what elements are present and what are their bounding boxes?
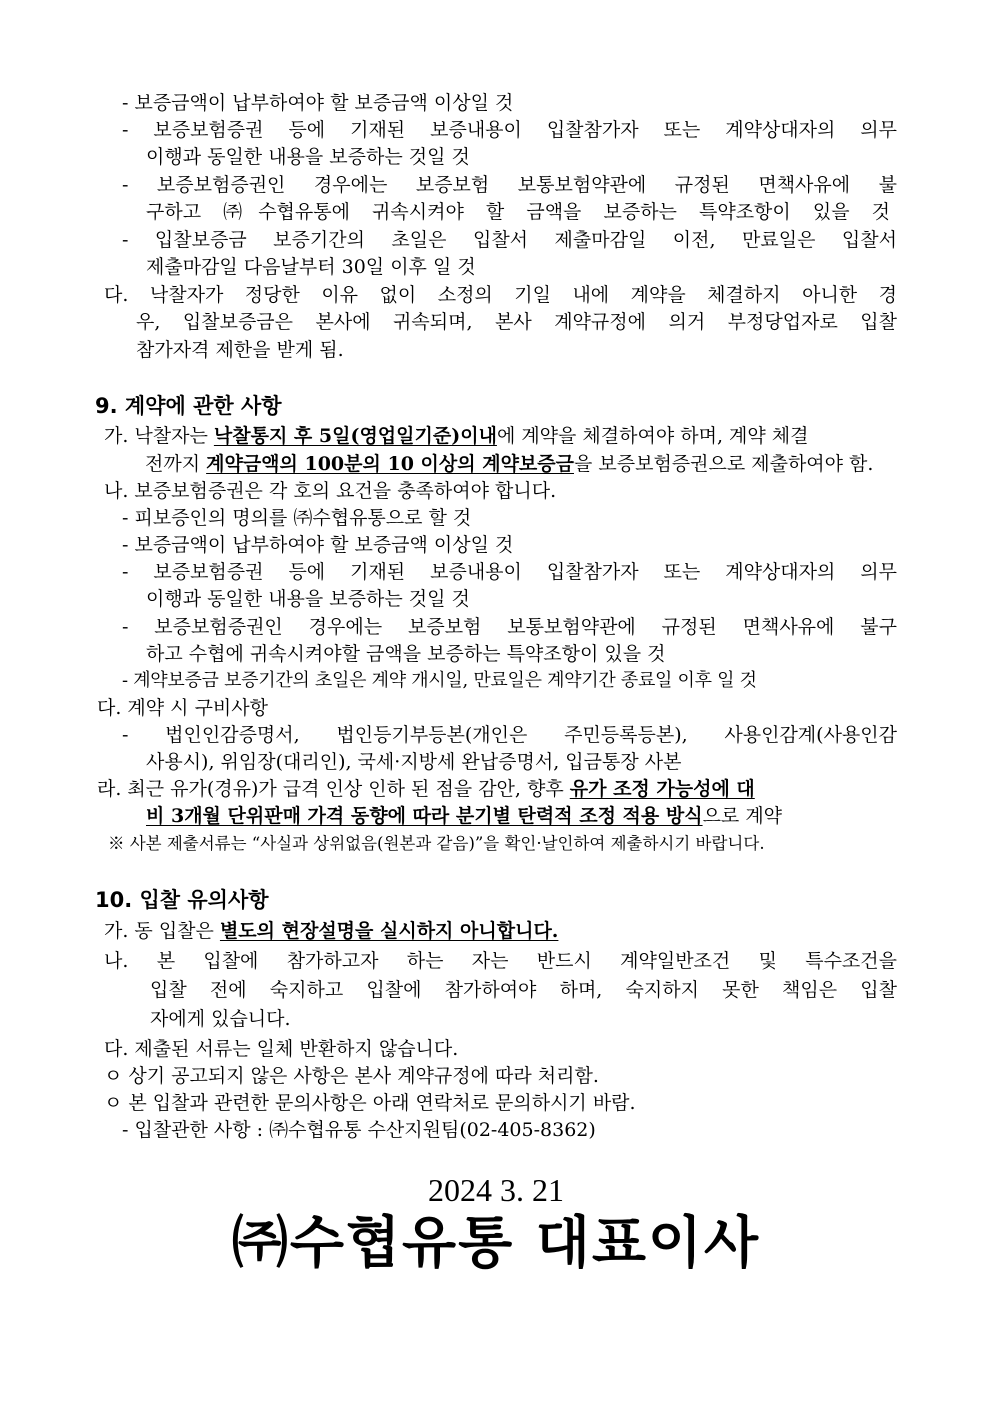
top-line-2: - 보증보험증권 등에 기재된 보증내용이 입찰참가자 또는 계약상대자의 의무 xyxy=(122,119,897,141)
document-date: 2024 3. 21 xyxy=(428,1172,564,1208)
s9-da-item-1b: 사용시), 위임장(대리인), 국세·지방세 완납증명서, 입금통장 사본 xyxy=(146,751,682,773)
s9-ga-line-1 xyxy=(104,423,897,449)
s10-o-1: ㅇ 상기 공고되지 않은 사항은 본사 계약규정에 따라 처리함. xyxy=(104,1065,599,1087)
s10-na-line-1: 나. 본 입찰에 참가하고자 하는 자는 반드시 계약일반조건 및 특수조건을 xyxy=(104,950,897,972)
s9-na-item-1: - 피보증인의 명의를 ㈜수협유통으로 할 것 xyxy=(122,507,472,529)
top-line-5: 구하고 ㈜수협유통에 귀속시켜야 할 금액을 보증하는 특약조항이 있을 것 xyxy=(146,201,890,223)
top-line-10: 참가자격 제한을 받게 됨. xyxy=(136,339,344,361)
top-line-9: 우, 입찰보증금은 본사에 귀속되며, 본사 계약규정에 의거 부정당업자로 입찰 xyxy=(136,311,897,333)
s9-ga-emphasis: 낙찰통지 후 5일(영업일기준)이내 xyxy=(213,425,497,447)
s10-ga-prefix: 가. 동 입찰은 xyxy=(104,920,220,942)
s9-ra-emphasis-2: 비 3개월 단위판매 가격 동향에 따라 분기별 탄력적 조정 적용 방식 xyxy=(146,805,703,827)
s10-na-line-3: 자에게 있습니다. xyxy=(150,1008,291,1030)
s9-ra-prefix: 라. 최근 유가(경유)가 급격 인상 인하 된 점을 감안, 향후 xyxy=(97,778,570,800)
s9-na-item-4: - 보증보험증권인 경우에는 보증보험 보통보험약관에 규정된 면책사유에 불구 xyxy=(122,616,897,638)
s9-na-item-4b: 하고 수협에 귀속시켜야할 금액을 보증하는 특약조항이 있을 것 xyxy=(146,643,666,665)
section-10-title: 10. 입찰 유의사항 xyxy=(95,888,269,912)
s9-note: ※ 사본 제출서류는 “사실과 상위없음(원본과 같음)”을 확인·날인하여 제출하시기 바랍니다. xyxy=(108,834,765,853)
top-line-1: - 보증금액이 납부하여야 할 보증금액 이상일 것 xyxy=(122,92,514,114)
section-9-title: 9. 계약에 관한 사항 xyxy=(95,394,282,418)
s9-ra-line-1 xyxy=(97,776,897,802)
s9-ra-suffix: 으로 계약 xyxy=(702,805,783,827)
s10-ga-emphasis: 별도의 현장설명을 실시하지 아니합니다. xyxy=(219,920,559,942)
s9-ra-emphasis-1: 유가 조정 가능성에 대 xyxy=(569,778,755,800)
s10-da: 다. 제출된 서류는 일체 반환하지 않습니다. xyxy=(104,1038,459,1060)
top-line-6: - 입찰보증금 보증기간의 초일은 입찰서 제출마감일 이전, 만료일은 입찰서 xyxy=(122,229,897,251)
top-line-7: 제출마감일 다음날부터 30일 이후 일 것 xyxy=(146,256,476,278)
s9-ga-prefix: 가. 낙찰자는 xyxy=(104,425,214,447)
s9-na-item-3b: 이행과 동일한 내용을 보증하는 것일 것 xyxy=(146,588,470,610)
s9-ga2-emphasis: 계약금액의 100분의 10 이상의 계약보증금 xyxy=(206,453,574,475)
s9-da-item-1: - 법인인감증명서, 법인등기부등본(개인은 주민등록등본), 사용인감계(사용인감 xyxy=(122,724,897,746)
s10-ga xyxy=(104,918,558,944)
s9-na-item-5: - 계약보증금 보증기간의 초일은 계약 개시일, 만료일은 계약기간 종료일 이후 일 것 xyxy=(122,670,757,691)
top-line-3: 이행과 동일한 내용을 보증하는 것일 것 xyxy=(146,146,470,168)
s9-ra-line-2 xyxy=(146,803,782,829)
s9-na-item-2: - 보증금액이 납부하여야 할 보증금액 이상일 것 xyxy=(122,534,514,556)
s9-ga-suffix: 에 계약을 체결하여야 하며, 계약 체결 xyxy=(496,425,809,447)
s9-ga2-prefix: 전까지 xyxy=(145,453,207,475)
s9-ga2-suffix: 을 보증보험증권으로 제출하여야 함. xyxy=(573,453,874,475)
s9-ga-line-2 xyxy=(145,451,873,477)
s10-contact: - 입찰관한 사항 : ㈜수협유통 수산지원팀(02-405-8362) xyxy=(122,1119,596,1141)
s9-da: 다. 계약 시 구비사항 xyxy=(97,697,268,719)
top-line-8: 다. 낙찰자가 정당한 이유 없이 소정의 기일 내에 계약을 체결하지 아니한 경 xyxy=(104,284,897,306)
s10-o-2: ㅇ 본 입찰과 관련한 문의사항은 아래 연락처로 문의하시기 바람. xyxy=(104,1092,636,1114)
company-signature: ㈜수협유통 대표이사 xyxy=(231,1211,761,1276)
s10-na-line-2: 입찰 전에 숙지하고 입찰에 참가하여야 하며, 숙지하지 못한 책임은 입찰 xyxy=(150,979,897,1001)
s9-na: 나. 보증보험증권은 각 호의 요건을 충족하여야 합니다. xyxy=(104,480,557,502)
s9-na-item-3: - 보증보험증권 등에 기재된 보증내용이 입찰참가자 또는 계약상대자의 의무 xyxy=(122,561,897,583)
top-line-4: - 보증보험증권인 경우에는 보증보험 보통보험약관에 규정된 면책사유에 불 xyxy=(122,174,897,196)
